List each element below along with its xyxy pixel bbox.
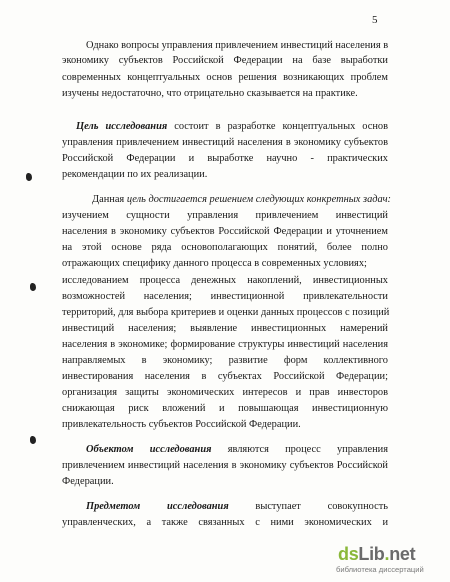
dslib-logo: dsLib.net (338, 544, 416, 564)
text-span: направляемых в экономику; развитие форм коллективного (62, 355, 388, 366)
text-line (86, 444, 388, 456)
text-line (62, 137, 388, 149)
text-line (62, 258, 388, 270)
text-span: Федерации. (62, 476, 114, 487)
scan-speck (30, 283, 36, 291)
dslib-watermark (338, 544, 442, 576)
text-span: управленческих, а также связанных с ними экономических и (62, 517, 388, 528)
text-span: выступает совокупность (228, 501, 388, 512)
text-line (62, 226, 388, 238)
text-span: изучением сущности управления привлечением инвестиций (62, 210, 388, 221)
text-line (62, 210, 388, 222)
text-span: состоит в разработке концептуальных основ (167, 121, 389, 132)
text-span: привлечением инвестиций населения в экономику субъектов Российской (62, 460, 388, 471)
text-span: Однако вопросы управления привлечением инвестиций населения в (86, 40, 389, 51)
dslib-subtitle: библиотека диссертаций (336, 565, 424, 574)
text-span: отражающих специфику данного процесса в современных условиях; (62, 258, 367, 269)
text-span: Данная (92, 194, 127, 205)
text-span: населения в экономику субъектов Российской Федерации и уточнением (62, 226, 388, 237)
text-line (62, 476, 388, 488)
text-span: Российской Федерации и выработке научно - практических (62, 153, 388, 164)
text-line (62, 371, 388, 383)
text-line (86, 501, 388, 513)
text-span: организация защиты экономических интересов и прав инвесторов (62, 387, 388, 398)
text-span: на этой основе ряда основополагающих понятий, более полно (62, 242, 388, 253)
text-span: исследованием процесса денежных накоплений, инвестиционных (62, 275, 388, 286)
text-span: рекомендации по их реализации. (62, 169, 208, 180)
text-span: являются процесс управления (211, 444, 388, 455)
text-span: территорий, для выбора критериев и оценки данных процессов с позиций (62, 307, 390, 318)
text-span: привлекательность субъектов Российской Федерации. (62, 419, 301, 430)
text-span: инвестирования населения в субъектах Российской Федерации; (62, 371, 388, 382)
text-line (76, 121, 388, 133)
emphasized-term: Предметом исследования (86, 501, 229, 512)
text-line (62, 355, 388, 367)
emphasized-term: Объектом исследования (86, 444, 212, 455)
text-line (86, 40, 388, 52)
text-line (62, 323, 388, 335)
text-line (62, 419, 388, 431)
text-line (62, 275, 388, 287)
text-line (62, 517, 388, 529)
text-line (62, 72, 388, 84)
text-span: управления привлечением инвестиций населения в экономику субъектов (62, 137, 388, 148)
text-line (62, 242, 388, 254)
text-line (62, 387, 388, 399)
text-line (62, 88, 388, 100)
text-line (62, 169, 388, 181)
text-line (62, 339, 388, 351)
text-line (62, 153, 388, 165)
text-span: возможностей населения; инвестиционной привлекательности (62, 291, 388, 302)
text-line (62, 307, 388, 319)
scan-speck (30, 436, 36, 444)
italic-text: цель достигается решением следующих конкретных задач: (126, 194, 391, 205)
scan-speck (26, 173, 32, 181)
emphasized-term: Цель исследования (76, 121, 168, 132)
text-span: современных концептуальных основ решения возникающих проблем (62, 72, 388, 83)
text-span: населения в экономике; формирование структуры инвестиций населения (62, 339, 388, 350)
text-span: снижающая риск вложений и повышающая инвестиционную (62, 403, 388, 414)
page-number: 5 (372, 14, 378, 26)
text-span: экономику субъектов Российской Федерации на базе выработки (62, 55, 388, 66)
text-span: изучены недостаточно, что отрицательно сказывается на практике. (62, 88, 358, 99)
text-span: инвестиций населения; выявление инвестиционных намерений (62, 323, 388, 334)
text-line (62, 291, 388, 303)
text-line (62, 460, 388, 472)
text-line (92, 194, 391, 206)
text-line (62, 403, 388, 415)
text-line (62, 55, 388, 67)
